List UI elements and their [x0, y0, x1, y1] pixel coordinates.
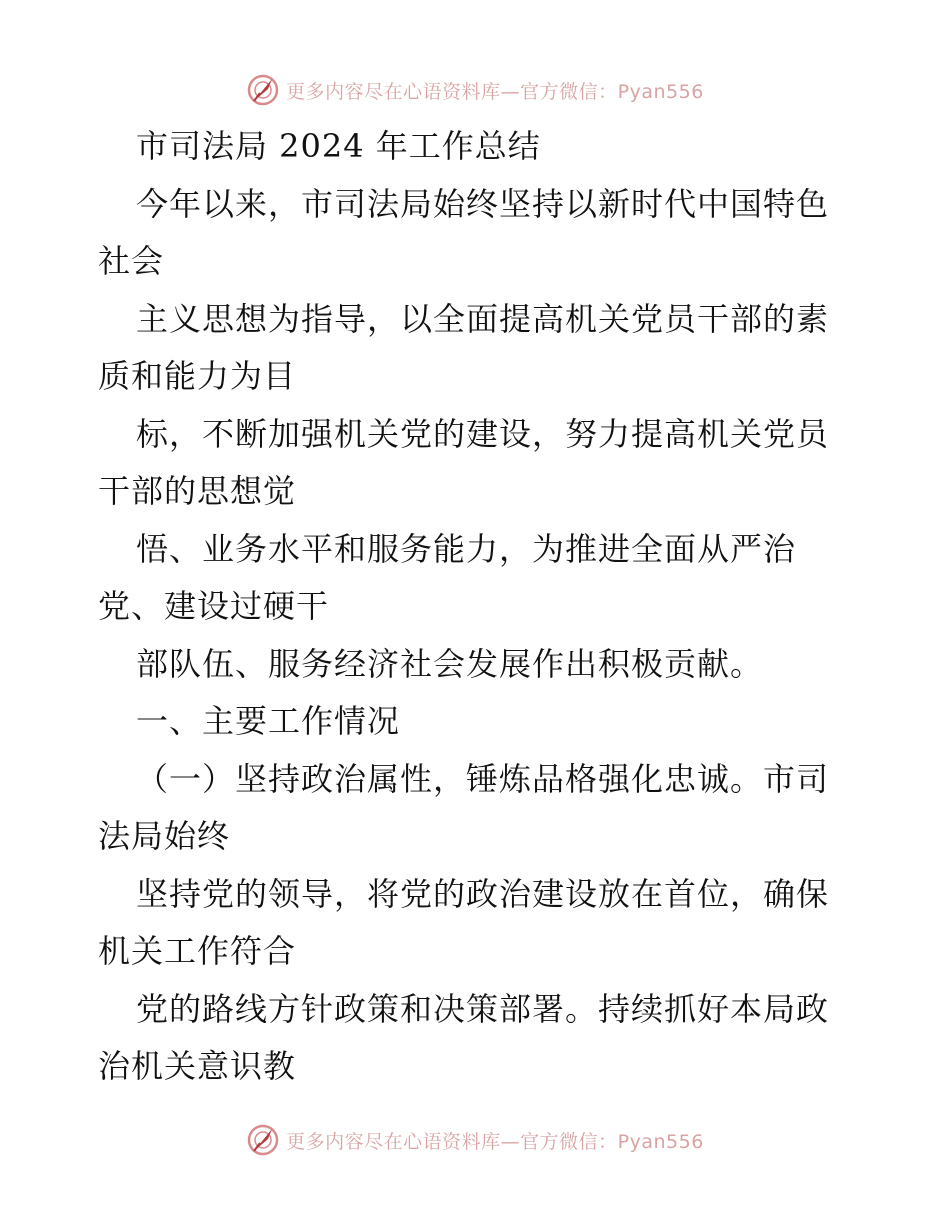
- watermark-text: 更多内容尽在心语资料库—官方微信：Pyan556: [286, 80, 704, 103]
- document-line: 机关工作符合: [98, 932, 297, 970]
- document-line: 干部的思想觉: [98, 472, 297, 510]
- quill-pen-logo-icon: [246, 1123, 280, 1157]
- document-line: 主义思想为指导，以全面提高机关党员干部的素: [136, 299, 830, 338]
- document-line: 社会: [98, 242, 165, 280]
- document-line: 法局始终: [98, 817, 231, 855]
- document-line: 质和能力为目: [98, 357, 297, 395]
- document-line: 党的路线方针政策和决策部署。持续抓好本局政: [136, 989, 830, 1028]
- footer-watermark: [0, 1120, 950, 1160]
- document-line: 悟、业务水平和服务能力，为推进全面从严治: [136, 529, 797, 568]
- watermark-wechat-id: Pyan556: [617, 1130, 704, 1153]
- document-line: 治机关意识教: [98, 1047, 297, 1085]
- document-line: 今年以来，市司法局始终坚持以新时代中国特色: [136, 184, 830, 223]
- quill-pen-logo-icon: [246, 73, 280, 107]
- document-line: （一）坚持政治属性，锤炼品格强化忠诚。市司: [136, 759, 830, 798]
- header-watermark: [0, 70, 950, 110]
- document-line: 一、主要工作情况: [136, 702, 401, 740]
- document-line: 市司法局 2024 年工作总结: [136, 127, 541, 165]
- document-line: 标，不断加强机关党的建设，努力提高机关党员: [136, 414, 830, 453]
- document-line: 坚持党的领导，将党的政治建设放在首位，确保: [136, 874, 830, 913]
- document-body: [98, 118, 858, 1096]
- document-line: 部队伍、服务经济社会发展作出积极贡献。: [136, 644, 764, 683]
- watermark-text: 更多内容尽在心语资料库—官方微信：Pyan556: [286, 1130, 704, 1153]
- document-line: 党、建设过硬干: [98, 587, 330, 625]
- watermark-wechat-id: Pyan556: [617, 80, 704, 103]
